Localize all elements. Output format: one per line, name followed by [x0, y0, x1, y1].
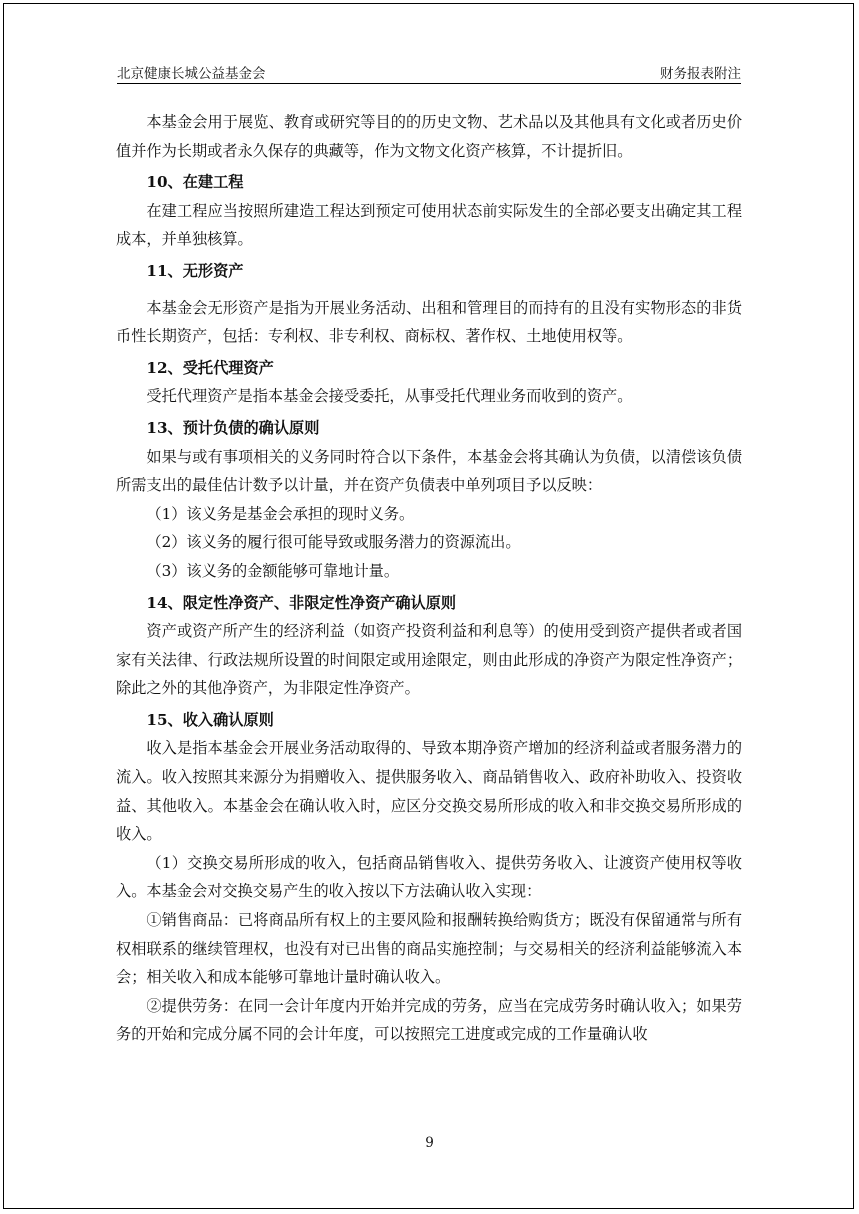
heading-11: 11、无形资产 — [146, 261, 244, 280]
heading-13: 13、预计负债的确认原则 — [146, 418, 320, 437]
document-body — [116, 108, 742, 1049]
list-item-13-1: （1）该义务是基金会承担的现时义务。 — [146, 504, 415, 523]
paragraph-10: 在建工程应当按照所建造工程达到预定可使用状态前实际发生的全部必要支出确定其工程成本，并单独核算。 — [116, 201, 742, 249]
paragraph-15: 收入是指本基金会开展业务活动取得的、导致本期净资产增加的经济利益或者服务潜力的流入。收入按照其来源分为捐赠收入、提供服务收入、商品销售收入、政府补助收入、投资收益、其他收入。本基金会在确认收入时，应区分交换交易所形成的收入和非交换交易所形成的收入。 — [116, 739, 742, 844]
paragraph-15-1: （1）交换交易所形成的收入，包括商品销售收入、提供劳务收入、让渡资产使用权等收入。本基金会对交换交易产生的收入按以下方法确认收入实现： — [116, 853, 742, 901]
paragraph-15-1b: ②提供劳务：在同一会计年度内开始并完成的劳务，应当在完成劳务时确认收入；如果劳务的开始和完成分属不同的会计年度，可以按照完工进度或完成的工作量确认收 — [116, 996, 742, 1044]
paragraph-15-1a: ①销售商品：已将商品所有权上的主要风险和报酬转换给购货方；既没有保留通常与所有权相联系的继续管理权，也没有对已出售的商品实施控制；与交易相关的经济利益能够流入本会；相关收入和成本能够可靠地计量时确认收入。 — [116, 911, 742, 987]
heading-12: 12、受托代理资产 — [146, 358, 274, 377]
paragraph-14: 资产或资产所产生的经济利益（如资产投资利益和利息等）的使用受到资产提供者或者国家有关法律、行政法规所设置的时间限定或用途限定，则由此形成的净资产为限定性净资产；除此之外的其他净资产，为非限定性净资产。 — [116, 622, 742, 698]
paragraph-11: 本基金会无形资产是指为开展业务活动、出租和管理目的而持有的且没有实物形态的非货币性长期资产，包括：专利权、非专利权、商标权、著作权、土地使用权等。 — [116, 298, 742, 346]
paragraph-12: 受托代理资产是指本基金会接受委托，从事受托代理业务而收到的资产。 — [146, 387, 633, 406]
header-rule — [117, 83, 741, 84]
paragraph-cultural-assets: 本基金会用于展览、教育或研究等目的的历史文物、艺术品以及其他具有文化或者历史价值并作为长期或者永久保存的典藏等，作为文物文化资产核算，不计提折旧。 — [116, 113, 742, 160]
page-number: 9 — [425, 1135, 434, 1151]
heading-15: 15、收入确认原则 — [146, 710, 274, 729]
header-org-name: 北京健康长城公益基金会 — [117, 66, 266, 82]
running-header — [117, 60, 741, 82]
list-item-13-3: （3）该义务的金额能够可靠地计量。 — [146, 561, 400, 580]
heading-10: 10、在建工程 — [146, 173, 244, 192]
paragraph-13: 如果与或有事项相关的义务同时符合以下条件，本基金会将其确认为负债，以清偿该负债所需支出的最佳估计数予以计量，并在资产负债表中单列项目予以反映： — [116, 447, 742, 495]
header-doc-title: 财务报表附注 — [660, 66, 741, 82]
list-item-13-2: （2）该义务的履行很可能导致或服务潜力的资源流出。 — [146, 533, 521, 552]
heading-14: 14、限定性净资产、非限定性净资产确认原则 — [146, 593, 457, 612]
